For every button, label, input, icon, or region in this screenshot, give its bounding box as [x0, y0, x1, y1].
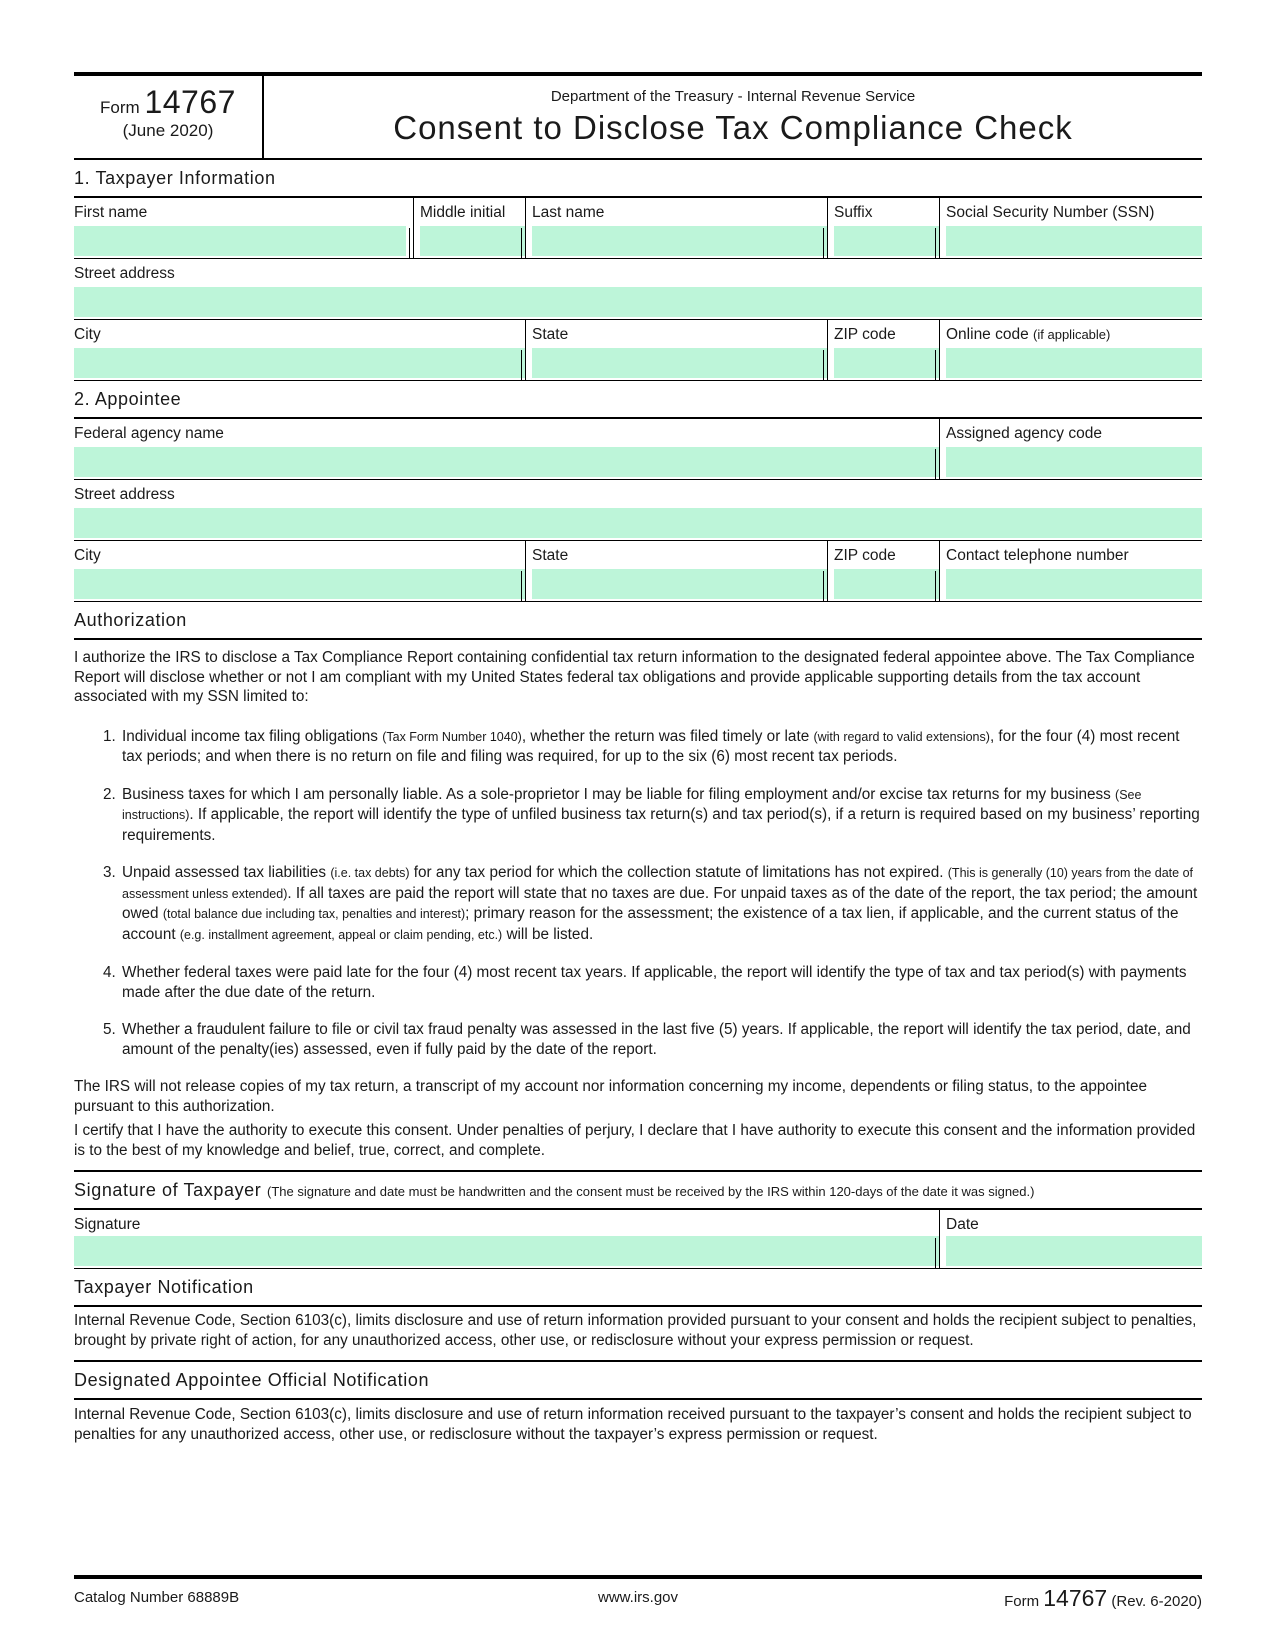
- appointee-state-field[interactable]: [532, 569, 827, 599]
- taxpayer-street-label: Street address: [74, 265, 175, 282]
- phone-label: Contact telephone number: [946, 547, 1129, 564]
- item1-note-d: (with regard to valid extensions): [813, 729, 990, 744]
- suffix-cell: [827, 198, 939, 258]
- signature-row: [74, 1210, 1202, 1269]
- item3-note-d: (This is generally (10) years from the date of assessment unless extended): [122, 866, 1194, 901]
- agency-name-label: Federal agency name: [74, 425, 224, 442]
- item1-text-e: , for the four (4) most recent tax periods; and when there is no return on file and filing was required, for up to the six (6) most recent tax periods.: [122, 727, 1180, 765]
- signature-heading: [74, 1170, 1202, 1210]
- online-code-field[interactable]: [946, 348, 1202, 378]
- release-statement: The IRS will not release copies of my tax return, a transcript of my account nor information concerning my income, dependents or filing status, to the appointee pursuant to this authorization.: [74, 1078, 1148, 1115]
- footer-revision: (Rev. 6-2020): [1111, 1593, 1202, 1610]
- disclosure-item-3: [120, 863, 1202, 945]
- appointee-notification-text: Internal Revenue Code, Section 6103(c), limits disclosure and use of return information received pursuant to the taxpayer’s consent and holds the recipient subject to penalties for any unauthorized access, other use, or redisclosure without the taxpayer’s express permission or request.: [74, 1406, 1192, 1443]
- authorization-intro: I authorize the IRS to disclose a Tax Compliance Report containing confidential tax return information to the designated federal appointee above. The Tax Compliance Report will disclose whether or not I am compliant with my United States federal tax obligations and provide applicable supporting details from the tax account associated with my SSN limited to:: [74, 649, 1195, 705]
- last-name-cell: [525, 198, 827, 258]
- item3-note-h: (e.g. installment agreement, appeal or claim pending, etc.): [179, 927, 503, 942]
- taxpayer-street-field[interactable]: [74, 287, 1202, 317]
- item1-text-a: Individual income tax filing obligations: [122, 727, 383, 745]
- item2-text-a: Business taxes for which I am personally liable. As a sole-proprietor I may be liable for filing employment and/or excise tax returns for my business: [122, 785, 1116, 803]
- appointee-city-cell: [74, 541, 525, 601]
- item3-text-e: . If all taxes are paid the report will state that no taxes are due. For unpaid taxes as of the date of the report, the tax period; the amount owed: [122, 884, 1198, 922]
- form-header: [74, 72, 1202, 160]
- first-name-field[interactable]: [74, 226, 406, 256]
- middle-initial-cell: [413, 198, 525, 258]
- appointee-street-cell: [74, 480, 1202, 540]
- item3-note-b: (i.e. tax debts): [330, 866, 410, 880]
- signature-note: (The signature and date must be handwritten and the consent must be received by the IRS within 120-days of the date it was signed.): [267, 1184, 1035, 1199]
- ssn-cell: [939, 198, 1202, 258]
- form-word: Form: [100, 98, 140, 117]
- taxpayer-city-label: City: [74, 326, 101, 343]
- item2-note-b: (See instructions): [122, 787, 1142, 822]
- agency-code-label: Assigned agency code: [946, 425, 1102, 442]
- phone-cell: [939, 541, 1202, 601]
- item2-text-c: . If applicable, the report will identify the type of unfiled business tax return(s) and tax period(s), if a return is required based on my business’ reporting requirements.: [122, 806, 1200, 844]
- date-label: Date: [946, 1216, 979, 1233]
- item3-text-c: for any tax period for which the collection statute of limitations has not expired.: [409, 864, 948, 881]
- taxpayer-state-cell: [525, 320, 827, 380]
- taxpayer-state-field[interactable]: [532, 348, 827, 378]
- signature-label: Signature: [74, 1216, 141, 1233]
- taxpayer-zip-label: ZIP code: [834, 326, 896, 343]
- signature-heading-text: Signature of Taxpayer: [74, 1180, 262, 1200]
- appointee-city-row: [74, 541, 1202, 602]
- form-page: [74, 72, 1202, 1444]
- appointee-state-label: State: [532, 547, 569, 564]
- middle-initial-label: Middle initial: [420, 204, 506, 221]
- department: Department of the Treasury - Internal Revenue Service: [550, 88, 916, 105]
- phone-field[interactable]: [946, 569, 1202, 599]
- ssn-field[interactable]: [946, 226, 1202, 256]
- taxpayer-notification-text: Internal Revenue Code, Section 6103(c), limits disclosure and use of return information provided pursuant to your consent and holds the recipient subject to penalties, brought by private right of action, for any unauthorized access, other use, or redisclosure without your express permission or request.: [74, 1311, 1202, 1362]
- appointee-state-cell: [525, 541, 827, 601]
- item3-text-a: Unpaid assessed tax liabilities: [122, 864, 331, 881]
- agency-row: [74, 419, 1202, 480]
- form-title: Consent to Disclose Tax Compliance Check: [393, 109, 1073, 146]
- taxpayer-street-row: [74, 259, 1202, 320]
- taxpayer-city-row: [74, 320, 1202, 381]
- signature-field[interactable]: [74, 1236, 939, 1266]
- appointee-city-label: City: [74, 547, 101, 564]
- authorization-heading: Authorization: [74, 602, 1202, 640]
- form-number: 14767: [144, 84, 236, 120]
- footer-form-word: Form: [1004, 1593, 1040, 1610]
- appointee-zip-label: ZIP code: [834, 547, 896, 564]
- signature-cell: [74, 1210, 939, 1268]
- form-number-line: [74, 84, 262, 121]
- taxpayer-section-heading: 1. Taxpayer Information: [74, 160, 1202, 198]
- form-date: (June 2020): [122, 121, 214, 140]
- disclosure-list: [74, 727, 1202, 1060]
- appointee-notification-heading: Designated Appointee Official Notification: [74, 1362, 1202, 1400]
- certification-statement: I certify that I have the authority to execute this consent. Under penalties of perjury, I declare that I have authority to execute this consent and the information provided is to the best of my knowledge and belief, true, correct, and complete.: [74, 1122, 1196, 1159]
- taxpayer-city-cell: [74, 320, 525, 380]
- suffix-label: Suffix: [834, 204, 873, 221]
- agency-code-cell: [939, 419, 1202, 479]
- suffix-field[interactable]: [834, 226, 939, 256]
- date-field[interactable]: [946, 1236, 1202, 1266]
- taxpayer-state-label: State: [532, 326, 569, 343]
- first-name-label: First name: [74, 204, 148, 221]
- disclosure-item-2: [120, 785, 1202, 846]
- appointee-street-field[interactable]: [74, 508, 1202, 538]
- irs-website: www.irs.gov: [597, 1589, 679, 1606]
- appointee-zip-cell: [827, 541, 939, 601]
- appointee-street-label: Street address: [74, 486, 175, 503]
- agency-name-cell: [74, 419, 939, 479]
- item3-note-f: (total balance due including tax, penalties and interest): [162, 907, 466, 921]
- online-code-label-line: [946, 320, 1202, 348]
- item3-text-i: will be listed.: [502, 925, 594, 943]
- disclosure-item-4: 4. Whether federal taxes were paid late for the four (4) most recent tax years. If applicable, the report will identify the type of tax and tax period(s) with payments made after the due date of the return.: [120, 963, 1202, 1002]
- date-cell: [939, 1210, 1202, 1268]
- last-name-field[interactable]: [532, 226, 827, 256]
- title-box: [264, 76, 1202, 158]
- item1-note-b: (Tax Form Number 1040): [382, 729, 522, 744]
- taxpayer-zip-cell: [827, 320, 939, 380]
- catalog-number: Catalog Number 68889B: [74, 1589, 240, 1606]
- footer-form-id: [1004, 1585, 1202, 1612]
- taxpayer-city-field[interactable]: [74, 348, 525, 378]
- form-footer: [74, 1575, 1202, 1619]
- item1-text-c: , whether the return was filed timely or late: [521, 727, 814, 745]
- online-code-cell: [939, 320, 1202, 380]
- taxpayer-notification-heading: Taxpayer Notification: [74, 1269, 1202, 1307]
- appointee-city-field[interactable]: [74, 569, 525, 599]
- form-id-box: [74, 76, 264, 158]
- agency-code-field[interactable]: [946, 447, 1202, 477]
- agency-name-field[interactable]: [74, 447, 939, 477]
- disclosure-item-1: [120, 727, 1202, 767]
- item3-text-g: ; primary reason for the assessment; the existence of a tax lien, if applicable, and the current status of the account: [122, 905, 1179, 943]
- online-code-note: (if applicable): [1033, 327, 1111, 342]
- taxpayer-zip-field[interactable]: [834, 348, 939, 378]
- taxpayer-street-cell: [74, 259, 1202, 319]
- appointee-section-heading: 2. Appointee: [74, 381, 1202, 419]
- last-name-label: Last name: [532, 204, 605, 221]
- first-name-cell: [74, 198, 413, 258]
- disclosure-item-5: 5. Whether a fraudulent failure to file or civil tax fraud penalty was assessed in the last five (5) years. If applicable, the report will identify the tax period, date, and amount of the penalty(ies) assessed, even if fully paid by the date of the report.: [120, 1020, 1202, 1059]
- appointee-zip-field[interactable]: [834, 569, 939, 599]
- ssn-label: Social Security Number (SSN): [946, 204, 1155, 221]
- taxpayer-name-row: [74, 198, 1202, 259]
- middle-initial-field[interactable]: [420, 226, 525, 256]
- online-code-label: Online code: [946, 326, 1029, 343]
- appointee-street-row: [74, 480, 1202, 541]
- footer-form-number: 14767: [1043, 1585, 1108, 1611]
